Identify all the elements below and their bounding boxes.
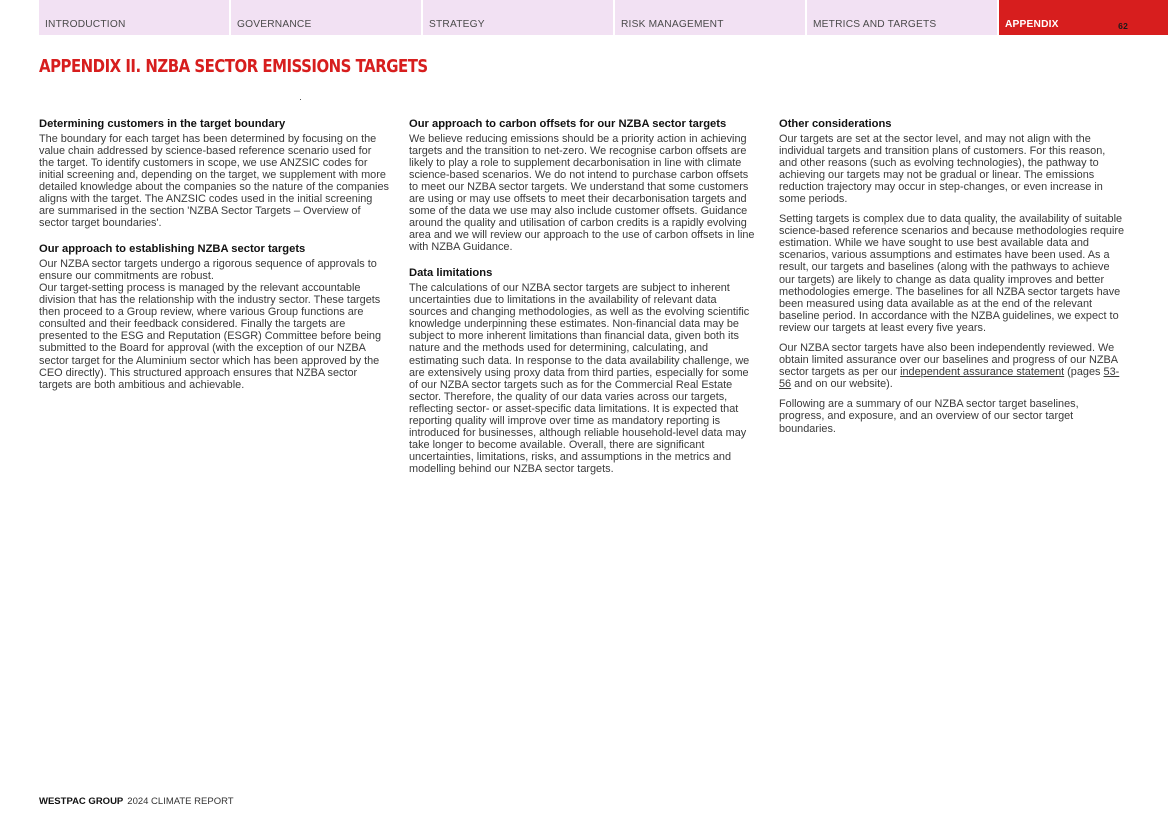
- page-number: 62: [1118, 21, 1128, 31]
- tab-introduction[interactable]: INTRODUCTION: [39, 0, 229, 35]
- paragraph-setting-targets: Setting targets is complex due to data quality, the availability of suitable science-based reference scenarios and because methodologies require estimation. While we have sought to use best available data and scenarios, various assumptions and estimates have been used. As a result, our targets and baselines (along with the pathways to achieve our targets) are likely to change as data quality improves and better methodologies emerge. The baselines for all NZBA sector targets have been measured using data available as at the end of the relevant baseline period. In accordance with the NZBA guidelines, we expect to review our targets at least every five years.: [779, 213, 1125, 334]
- column-right: [779, 118, 1125, 443]
- heading-other-considerations: Other considerations: [779, 118, 892, 130]
- page-footer: [39, 796, 234, 807]
- paragraph-sector-level: Our targets are set at the sector level, and may not align with the individual targets and transition plans of customers. For this reason, and other reasons (such as evolving technologies), the pathway to achieving our targets may not be gradual or linear. The emissions reduction trajectory may occur in step-changes, or even increase in some periods.: [779, 132, 1106, 205]
- heading-data-limitations: Data limitations: [409, 267, 493, 280]
- assurance-statement-link[interactable]: independent assurance statement: [900, 366, 1065, 379]
- footer-brand: WESTPAC GROUP: [39, 796, 124, 807]
- tab-governance[interactable]: GOVERNANCE: [231, 0, 421, 35]
- tab-strategy[interactable]: STRATEGY: [423, 0, 613, 35]
- pages-link[interactable]: 53-56: [779, 366, 1120, 391]
- section-nav: [39, 0, 1168, 35]
- page-title: APPENDIX II. NZBA SECTOR EMISSIONS TARGETS: [39, 56, 428, 77]
- column-middle: [409, 118, 755, 483]
- tab-appendix-label: APPENDIX: [1005, 19, 1059, 30]
- tab-metrics-and-targets[interactable]: METRICS AND TARGETS: [807, 0, 997, 35]
- footer-report: 2024 CLIMATE REPORT: [127, 796, 234, 807]
- heading-carbon-offsets: Our approach to carbon offsets for our NZBA sector targets: [409, 118, 727, 130]
- tab-risk-management[interactable]: RISK MANAGEMENT: [615, 0, 805, 35]
- heading-establishing-targets: Our approach to establishing NZBA sector targets: [39, 243, 306, 256]
- heading-target-boundary: Determining customers in the target boundary: [39, 118, 286, 130]
- paragraph-target-boundary: The boundary for each target has been determined by focusing on the value chain addressed by science-based reference scenario used for the target. To identify customers in scope, we use ANZSIC codes for initial screening and, depending on the target, we supplement with more detailed knowledge about the companies so the nature of the companies aligns with the target. The ANZSIC codes used in the initial screening are summarised in the section 'NZBA Sector Targets – Overview of sector target boundaries'.: [39, 132, 389, 230]
- column-left: [39, 118, 389, 399]
- divider-dot: [300, 99, 301, 100]
- paragraph-approvals: Our NZBA sector targets undergo a rigorous sequence of approvals to ensure our commitments are robust.: [39, 257, 377, 282]
- tab-appendix[interactable]: [999, 0, 1168, 35]
- paragraph-carbon-offsets: We believe reducing emissions should be a priority action in achieving targets and the transition to net-zero. We recognise carbon offsets are likely to play a role to supplement decarbonisation in line with climate science-based scenarios. We do not intend to purchase carbon offsets to meet our NZBA sector targets. We understand that some customers are using or may use offsets to meet their decarbonisation targets and some of the data we use may also include customer offsets. Guidance around the quality and utilisation of carbon credits is a rapidly evolving area and we will review our approach to the use of carbon offsets in line with NZBA Guidance.: [409, 132, 755, 254]
- paragraph-summary: Following are a summary of our NZBA sector target baselines, progress, and exposure, and an overview of our sector target boundaries.: [779, 398, 1079, 435]
- paragraph-data-limitations: The calculations of our NZBA sector targets are subject to inherent uncertainties due to limitations in the availability of relevant data sources and changing methodologies, as well as the evolving scientific knowledge underpinning these estimates. Non-financial data may be subject to more inherent limitations than financial data, given both its nature and the methods used for determining, calculating, and estimating such data. In response to the data availability challenge, we are extensively using proxy data from third parties, especially for some of our NZBA sector targets such as for the Commercial Real Estate sector. Therefore, the quality of our data varies across our targets, reflecting sector- or asset-specific data limitations. It is expected that reporting quality will improve over time as mandatory reporting is introduced for businesses, although reliable household-level data may take longer to become available. Overall, there are significant uncertainties, limitations, risks, and assumptions in the metrics and modelling behind our NZBA sector targets.: [409, 281, 750, 476]
- paragraph-target-setting-process: Our target-setting process is managed by the relevant accountable division that has the relationship with the industry sector. These targets then proceed to a Group review, where various Group functions are consulted and their feedback considered. Finally the targets are presented to the ESG and Reputation (ESGR) Committee before being submitted to the Board for approval (with the exception of our NZBA sector target for the Aluminium sector which has been approved by the CEO directly). This structured approach ensures that NZBA sector targets are both ambitious and achievable.: [39, 281, 382, 391]
- paragraph-independent-review: Our NZBA sector targets have also been independently reviewed. We obtain limited assurance over our baselines and progress of our NZBA sector targets as per our independent assurance statement (pages 53-56 and on our website).: [779, 342, 1120, 391]
